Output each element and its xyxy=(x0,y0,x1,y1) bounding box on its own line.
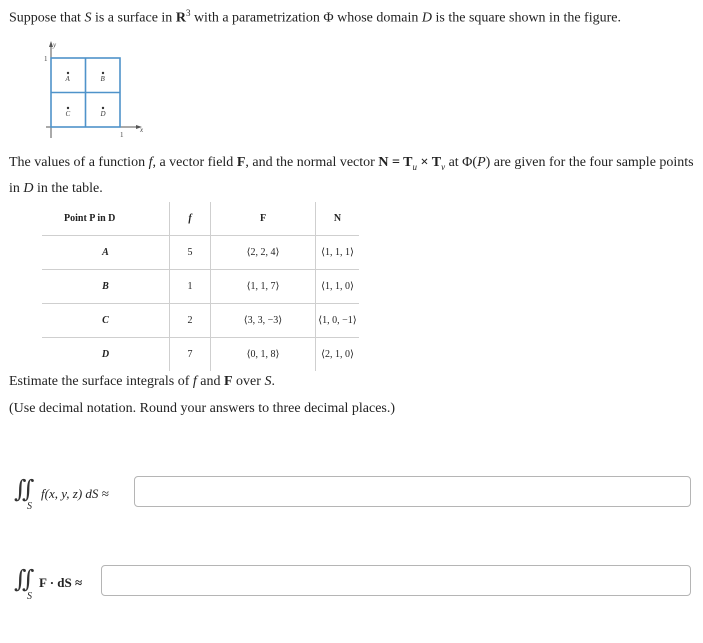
cell-point: B xyxy=(42,270,170,304)
phi-symbol: Φ xyxy=(323,10,334,26)
function-symbol: f xyxy=(192,374,197,389)
intro-text: whose domain xyxy=(333,10,422,26)
cell-N: ⟨2, 1, 0⟩ xyxy=(321,349,354,360)
cell-f: 7 xyxy=(170,338,211,372)
integral-subscript: S xyxy=(27,591,32,602)
subscript-u: u xyxy=(412,161,418,172)
estimate-text: over xyxy=(232,374,265,389)
point-b-marker xyxy=(102,72,104,74)
cell-point: C xyxy=(42,304,170,338)
domain-figure xyxy=(36,36,148,140)
integral-f-expression xyxy=(14,473,144,517)
header-point: Point P in D xyxy=(42,202,170,236)
intro-text: is the square shown in the figure. xyxy=(432,10,621,26)
cell-F: ⟨1, 1, 7⟩ xyxy=(211,270,316,304)
normal-vector-symbol: N = T xyxy=(378,155,413,170)
header-f: f xyxy=(170,202,211,236)
vector-field-symbol: F xyxy=(223,374,233,389)
vector-field-symbol: F xyxy=(236,155,246,170)
integral-f-text: f(x, y, z) dS ≈ xyxy=(41,486,109,501)
table-header-row xyxy=(42,202,359,236)
cell-N: ⟨1, 0, −1⟩ xyxy=(316,304,360,338)
cell-N: ⟨1, 1, 0⟩ xyxy=(316,270,360,304)
point-d-label: D xyxy=(100,110,106,118)
intro-text: Suppose that xyxy=(9,10,85,26)
values-text: at Φ( xyxy=(445,155,478,170)
integral-F-expression xyxy=(14,563,109,607)
values-text: , a vector field xyxy=(152,155,237,170)
y-axis-label: y xyxy=(53,41,57,49)
problem-intro xyxy=(9,8,621,27)
y-tick-label: 1 xyxy=(44,55,48,63)
cell-F: ⟨0, 1, 8⟩ xyxy=(211,338,316,372)
cell-point: D xyxy=(42,338,170,372)
integral-f-label xyxy=(41,486,109,502)
cell-point: A xyxy=(42,236,170,270)
values-text: in the table. xyxy=(33,180,103,196)
table-row xyxy=(42,304,359,338)
estimate-prompt xyxy=(9,374,275,390)
intro-text: with a parametrization xyxy=(190,10,324,26)
subscript-v: v xyxy=(441,161,446,172)
point-symbol: P xyxy=(477,155,486,170)
x-axis-label: x xyxy=(140,126,144,134)
table-row xyxy=(42,236,359,270)
cell-F: ⟨2, 2, 4⟩ xyxy=(211,236,316,270)
values-text: , and the normal vector xyxy=(245,155,379,170)
domain-symbol: D xyxy=(421,10,433,26)
cross-product-symbol: × T xyxy=(417,155,442,170)
double-integral-sign: ∬ xyxy=(14,565,35,593)
table-row xyxy=(42,270,359,304)
exponent: 3 xyxy=(185,8,191,18)
values-description xyxy=(9,152,699,199)
real-space-symbol: R xyxy=(175,10,186,26)
point-a-label: A xyxy=(65,75,70,83)
instructions: (Use decimal notation. Round your answers to three decimal places.) xyxy=(9,401,396,416)
intro-text: is a surface in xyxy=(91,10,176,26)
function-symbol: f xyxy=(148,155,153,170)
estimate-text: and xyxy=(196,374,224,389)
surface-integral-f-input[interactable] xyxy=(134,476,691,507)
point-c-marker xyxy=(67,107,69,109)
values-text: ) are given for the four sample points in xyxy=(9,155,694,196)
double-integral-sign: ∬ xyxy=(14,475,35,503)
values-text: The values of a function xyxy=(9,155,149,170)
surface-symbol: S xyxy=(84,10,92,26)
sample-points-table xyxy=(42,202,359,371)
header-F: F xyxy=(211,202,316,236)
point-c-label: C xyxy=(65,110,71,118)
surface-integral-F-input[interactable] xyxy=(101,565,691,596)
point-b-label: B xyxy=(100,75,105,83)
header-N: N xyxy=(316,202,360,236)
estimate-text: . xyxy=(271,374,275,389)
point-d-marker xyxy=(102,107,104,109)
cell-f: 5 xyxy=(170,236,211,270)
surface-symbol: S xyxy=(264,374,272,389)
table-row xyxy=(42,338,359,372)
cell-N: ⟨1, 1, 1⟩ xyxy=(316,236,360,270)
cell-F: ⟨3, 3, −3⟩ xyxy=(211,304,316,338)
integral-F-label: F · dS ≈ xyxy=(39,575,83,590)
domain-symbol: D xyxy=(23,180,34,196)
cell-f: 1 xyxy=(170,270,211,304)
x-tick-label: 1 xyxy=(120,131,124,139)
cell-f: 2 xyxy=(170,304,211,338)
estimate-text: Estimate the surface integrals of xyxy=(9,374,193,389)
integral-subscript: S xyxy=(27,501,32,512)
point-a-marker xyxy=(67,72,69,74)
